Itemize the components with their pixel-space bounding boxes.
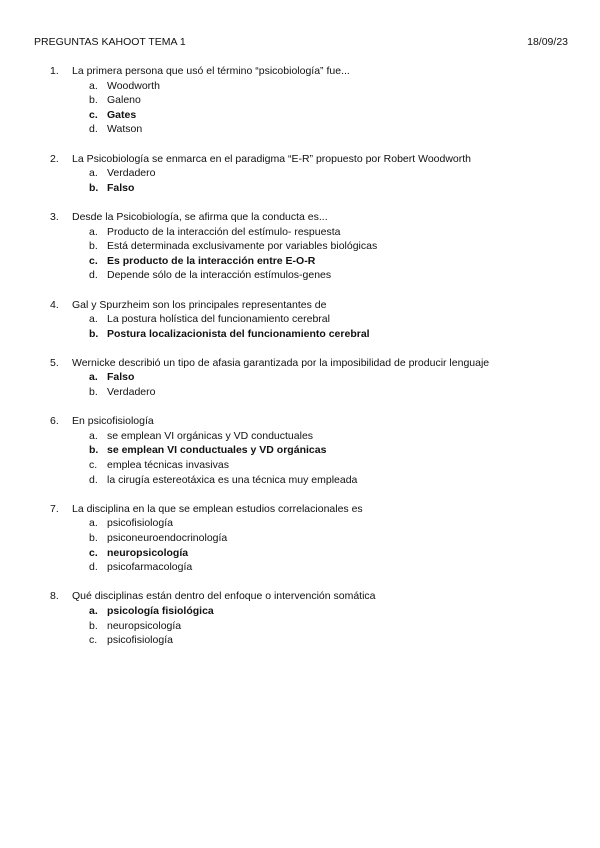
option-text: neuropsicología xyxy=(107,619,182,632)
answer-option xyxy=(0,633,600,648)
question-number: 7. xyxy=(50,502,59,515)
question-text: La Psicobiología se enmarca en el paradigma “E-R” propuesto por Robert Woodworth xyxy=(72,152,472,165)
option-text: Galeno xyxy=(107,94,141,107)
option-list xyxy=(0,370,600,399)
question-line xyxy=(0,502,600,517)
option-text: Gates xyxy=(107,108,137,121)
question-number: 6. xyxy=(50,415,59,428)
question-text: Desde la Psicobiología, se afirma que la conducta es... xyxy=(72,210,328,223)
option-letter: b. xyxy=(89,181,99,194)
question-number: 2. xyxy=(50,152,59,165)
option-letter: d. xyxy=(89,473,98,486)
option-list xyxy=(0,166,600,195)
question-item xyxy=(0,589,600,647)
answer-option xyxy=(0,619,600,634)
option-text: psicofisiología xyxy=(107,634,173,647)
option-text: Woodworth xyxy=(107,79,160,92)
option-letter: b. xyxy=(89,532,98,544)
question-line xyxy=(0,298,600,313)
option-letter: b. xyxy=(89,619,98,632)
question-number: 3. xyxy=(50,210,59,223)
question-line xyxy=(0,210,600,225)
option-letter: c. xyxy=(89,108,98,121)
question-item xyxy=(0,64,600,137)
document-date: 18/09/23 xyxy=(527,36,568,48)
correct-option xyxy=(0,604,600,619)
answer-option xyxy=(0,268,600,283)
answer-option xyxy=(0,93,600,108)
option-text: emplea técnicas invasivas xyxy=(107,459,229,472)
question-number: 8. xyxy=(50,590,59,603)
question-item xyxy=(0,210,600,283)
question-line xyxy=(0,589,600,604)
question-text: Gal y Spurzheim son los principales representantes de xyxy=(72,298,327,311)
option-letter: a. xyxy=(89,429,98,442)
answer-option xyxy=(0,458,600,473)
answer-option xyxy=(0,79,600,94)
question-list xyxy=(0,64,600,662)
option-list xyxy=(0,429,600,487)
option-letter: b. xyxy=(89,444,99,457)
option-letter: b. xyxy=(89,240,98,253)
option-letter: b. xyxy=(89,327,99,340)
option-letter: c. xyxy=(89,634,98,647)
answer-option xyxy=(0,239,600,254)
question-text: La disciplina en la que se emplean estudios correlacionales es xyxy=(72,502,363,515)
answer-option xyxy=(0,473,600,488)
question-item xyxy=(0,356,600,400)
option-list xyxy=(0,79,600,137)
option-list xyxy=(0,312,600,341)
option-text: Postura localizacionista del funcionamiento cerebral xyxy=(107,327,370,340)
option-letter: a. xyxy=(89,313,98,326)
option-letter: a. xyxy=(89,604,98,617)
option-letter: b. xyxy=(89,94,98,107)
question-item xyxy=(0,414,600,487)
question-item xyxy=(0,298,600,342)
option-letter: a. xyxy=(89,79,98,92)
option-list xyxy=(0,516,600,574)
question-line xyxy=(0,356,600,371)
option-text: La postura holística del funcionamiento cerebral xyxy=(107,313,330,326)
option-text: neuropsicología xyxy=(107,546,189,559)
question-line xyxy=(0,152,600,167)
option-letter: a. xyxy=(89,517,98,530)
answer-option xyxy=(0,122,600,137)
correct-option xyxy=(0,546,600,561)
option-text: psiconeuroendocrinología xyxy=(107,532,228,544)
option-text: Es producto de la interacción entre E-O-R xyxy=(107,254,316,267)
question-line xyxy=(0,64,600,79)
correct-option xyxy=(0,370,600,385)
option-letter: a. xyxy=(89,167,98,180)
option-text: Verdadero xyxy=(107,386,156,399)
option-list xyxy=(0,604,600,648)
answer-option xyxy=(0,312,600,327)
question-line xyxy=(0,414,600,429)
option-letter: d. xyxy=(89,123,98,136)
answer-option xyxy=(0,516,600,531)
option-text: psicología fisiológica xyxy=(107,604,214,617)
question-item xyxy=(0,152,600,196)
answer-option xyxy=(0,531,600,546)
option-text: Verdadero xyxy=(107,167,156,180)
option-text: se emplean VI conductuales y VD orgánicas xyxy=(107,444,327,457)
question-number: 4. xyxy=(50,298,59,311)
answer-option xyxy=(0,385,600,400)
correct-option xyxy=(0,108,600,123)
page-header xyxy=(34,36,568,49)
option-text: se emplean VI orgánicas y VD conductuales xyxy=(107,429,314,442)
option-text: Está determinada exclusivamente por variables biológicas xyxy=(107,240,378,253)
correct-option xyxy=(0,254,600,269)
question-number: 1. xyxy=(50,65,59,77)
correct-option xyxy=(0,181,600,196)
option-list xyxy=(0,225,600,283)
option-letter: b. xyxy=(89,386,98,399)
question-number: 5. xyxy=(50,356,59,369)
option-text: psicofarmacología xyxy=(107,561,193,574)
answer-option xyxy=(0,225,600,240)
correct-option xyxy=(0,443,600,458)
question-text: Wernicke describió un tipo de afasia garantizada por la imposibilidad de producir lenguaje xyxy=(72,356,490,369)
question-text: En psicofisiología xyxy=(72,415,154,428)
document-title: PREGUNTAS KAHOOT TEMA 1 xyxy=(34,36,186,48)
answer-option xyxy=(0,560,600,575)
answer-option xyxy=(0,429,600,444)
question-text: Qué disciplinas están dentro del enfoque o intervención somática xyxy=(72,590,376,603)
option-text: la cirugía estereotáxica es una técnica muy empleada xyxy=(107,473,358,486)
option-letter: a. xyxy=(89,225,98,238)
option-text: psicofisiología xyxy=(107,517,173,530)
option-letter: c. xyxy=(89,254,98,267)
option-letter: c. xyxy=(89,546,98,559)
option-text: Falso xyxy=(107,371,135,384)
option-text: Falso xyxy=(107,181,135,194)
option-letter: d. xyxy=(89,561,98,574)
question-text: La primera persona que usó el término “psicobiología” fue... xyxy=(72,65,350,77)
option-text: Producto de la interacción del estímulo- respuesta xyxy=(107,225,341,238)
option-text: Watson xyxy=(107,123,143,136)
option-text: Depende sólo de la interacción estímulos-genes xyxy=(107,269,332,282)
question-item xyxy=(0,502,600,575)
option-letter: d. xyxy=(89,269,98,282)
correct-option xyxy=(0,327,600,342)
answer-option xyxy=(0,166,600,181)
option-letter: a. xyxy=(89,371,98,384)
option-letter: c. xyxy=(89,459,98,472)
